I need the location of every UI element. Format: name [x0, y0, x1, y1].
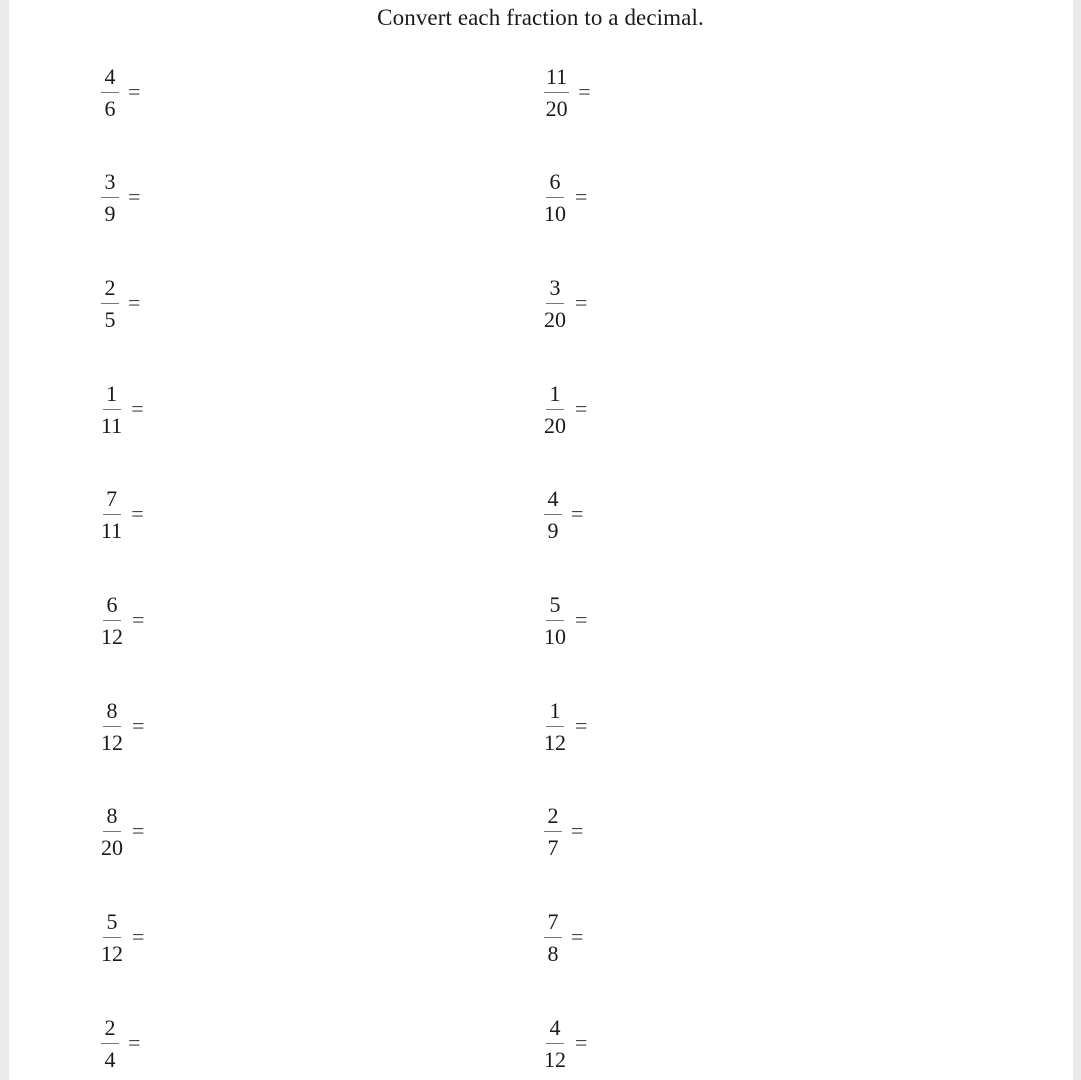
denominator: 7 [547, 834, 559, 860]
fraction-problem [543, 482, 583, 546]
denominator: 9 [547, 517, 559, 543]
equals-sign: = [571, 501, 584, 526]
fraction-problem [100, 377, 144, 441]
fraction-problem [543, 377, 587, 441]
denominator: 20 [544, 412, 566, 438]
equals-sign: = [575, 1030, 588, 1055]
denominator: 20 [101, 834, 123, 860]
denominator: 20 [544, 306, 566, 332]
numerator: 3 [546, 275, 564, 304]
denominator: 4 [104, 1046, 116, 1072]
fraction-problem [100, 1011, 140, 1075]
numerator: 4 [101, 64, 119, 93]
fraction [100, 909, 124, 966]
fraction-problem [100, 482, 144, 546]
equals-sign: = [128, 184, 141, 209]
fraction-problem [543, 905, 583, 969]
fraction [543, 486, 563, 543]
numerator: 11 [544, 64, 569, 93]
equals-sign: = [132, 924, 145, 949]
fraction-problem [100, 799, 144, 863]
fraction [100, 381, 123, 438]
fraction-problem [543, 1011, 587, 1075]
fraction [100, 169, 120, 226]
fraction [100, 1015, 120, 1072]
numerator: 1 [103, 381, 121, 410]
fraction [543, 698, 567, 755]
numerator: 1 [546, 698, 564, 727]
numerator: 3 [101, 169, 119, 198]
fraction [543, 169, 567, 226]
denominator: 12 [544, 1046, 566, 1072]
fraction-problem [100, 271, 140, 335]
fraction [543, 803, 563, 860]
denominator: 11 [101, 412, 123, 438]
denominator: 5 [104, 306, 116, 332]
fraction-problem [543, 271, 587, 335]
equals-sign: = [131, 501, 144, 526]
fraction [543, 909, 563, 966]
equals-sign: = [132, 607, 145, 632]
equals-sign: = [571, 924, 584, 949]
equals-sign: = [128, 79, 141, 104]
fraction-problem [100, 588, 144, 652]
fraction-problem [100, 60, 140, 124]
equals-sign: = [575, 290, 588, 315]
fraction [100, 275, 120, 332]
equals-sign: = [132, 818, 145, 843]
fraction [100, 698, 124, 755]
denominator: 12 [101, 940, 123, 966]
worksheet-page [9, 0, 1073, 1080]
numerator: 7 [544, 909, 562, 938]
fraction-problem [543, 60, 591, 124]
equals-sign: = [575, 713, 588, 738]
equals-sign: = [578, 79, 591, 104]
equals-sign: = [575, 607, 588, 632]
numerator: 6 [103, 592, 121, 621]
numerator: 4 [546, 1015, 564, 1044]
fraction-problem [543, 694, 587, 758]
fraction-problem [100, 905, 144, 969]
numerator: 8 [103, 803, 121, 832]
denominator: 12 [101, 729, 123, 755]
fraction [100, 64, 120, 121]
equals-sign: = [128, 1030, 141, 1055]
numerator: 5 [546, 592, 564, 621]
denominator: 11 [101, 517, 123, 543]
fraction-problem [100, 694, 144, 758]
numerator: 5 [103, 909, 121, 938]
fraction [100, 592, 124, 649]
numerator: 8 [103, 698, 121, 727]
fraction [543, 275, 567, 332]
numerator: 2 [544, 803, 562, 832]
numerator: 2 [101, 1015, 119, 1044]
fraction [100, 486, 123, 543]
equals-sign: = [131, 396, 144, 421]
denominator: 8 [547, 940, 559, 966]
numerator: 1 [546, 381, 564, 410]
fraction [543, 1015, 567, 1072]
equals-sign: = [128, 290, 141, 315]
denominator: 6 [104, 95, 116, 121]
numerator: 2 [101, 275, 119, 304]
fraction [543, 64, 570, 121]
fraction-problem [543, 165, 587, 229]
denominator: 20 [545, 95, 568, 121]
equals-sign: = [575, 396, 588, 421]
denominator: 12 [101, 623, 123, 649]
denominator: 10 [544, 200, 566, 226]
numerator: 6 [546, 169, 564, 198]
equals-sign: = [575, 184, 588, 209]
equals-sign: = [132, 713, 145, 738]
fraction [543, 381, 567, 438]
fraction-problem [543, 799, 583, 863]
worksheet-title: Convert each fraction to a decimal. [377, 5, 704, 30]
denominator: 12 [544, 729, 566, 755]
numerator: 7 [103, 486, 121, 515]
fraction [100, 803, 124, 860]
fraction-problem [543, 588, 587, 652]
denominator: 9 [104, 200, 116, 226]
fraction [543, 592, 567, 649]
denominator: 10 [544, 623, 566, 649]
fraction-problem [100, 165, 140, 229]
equals-sign: = [571, 818, 584, 843]
numerator: 4 [544, 486, 562, 515]
